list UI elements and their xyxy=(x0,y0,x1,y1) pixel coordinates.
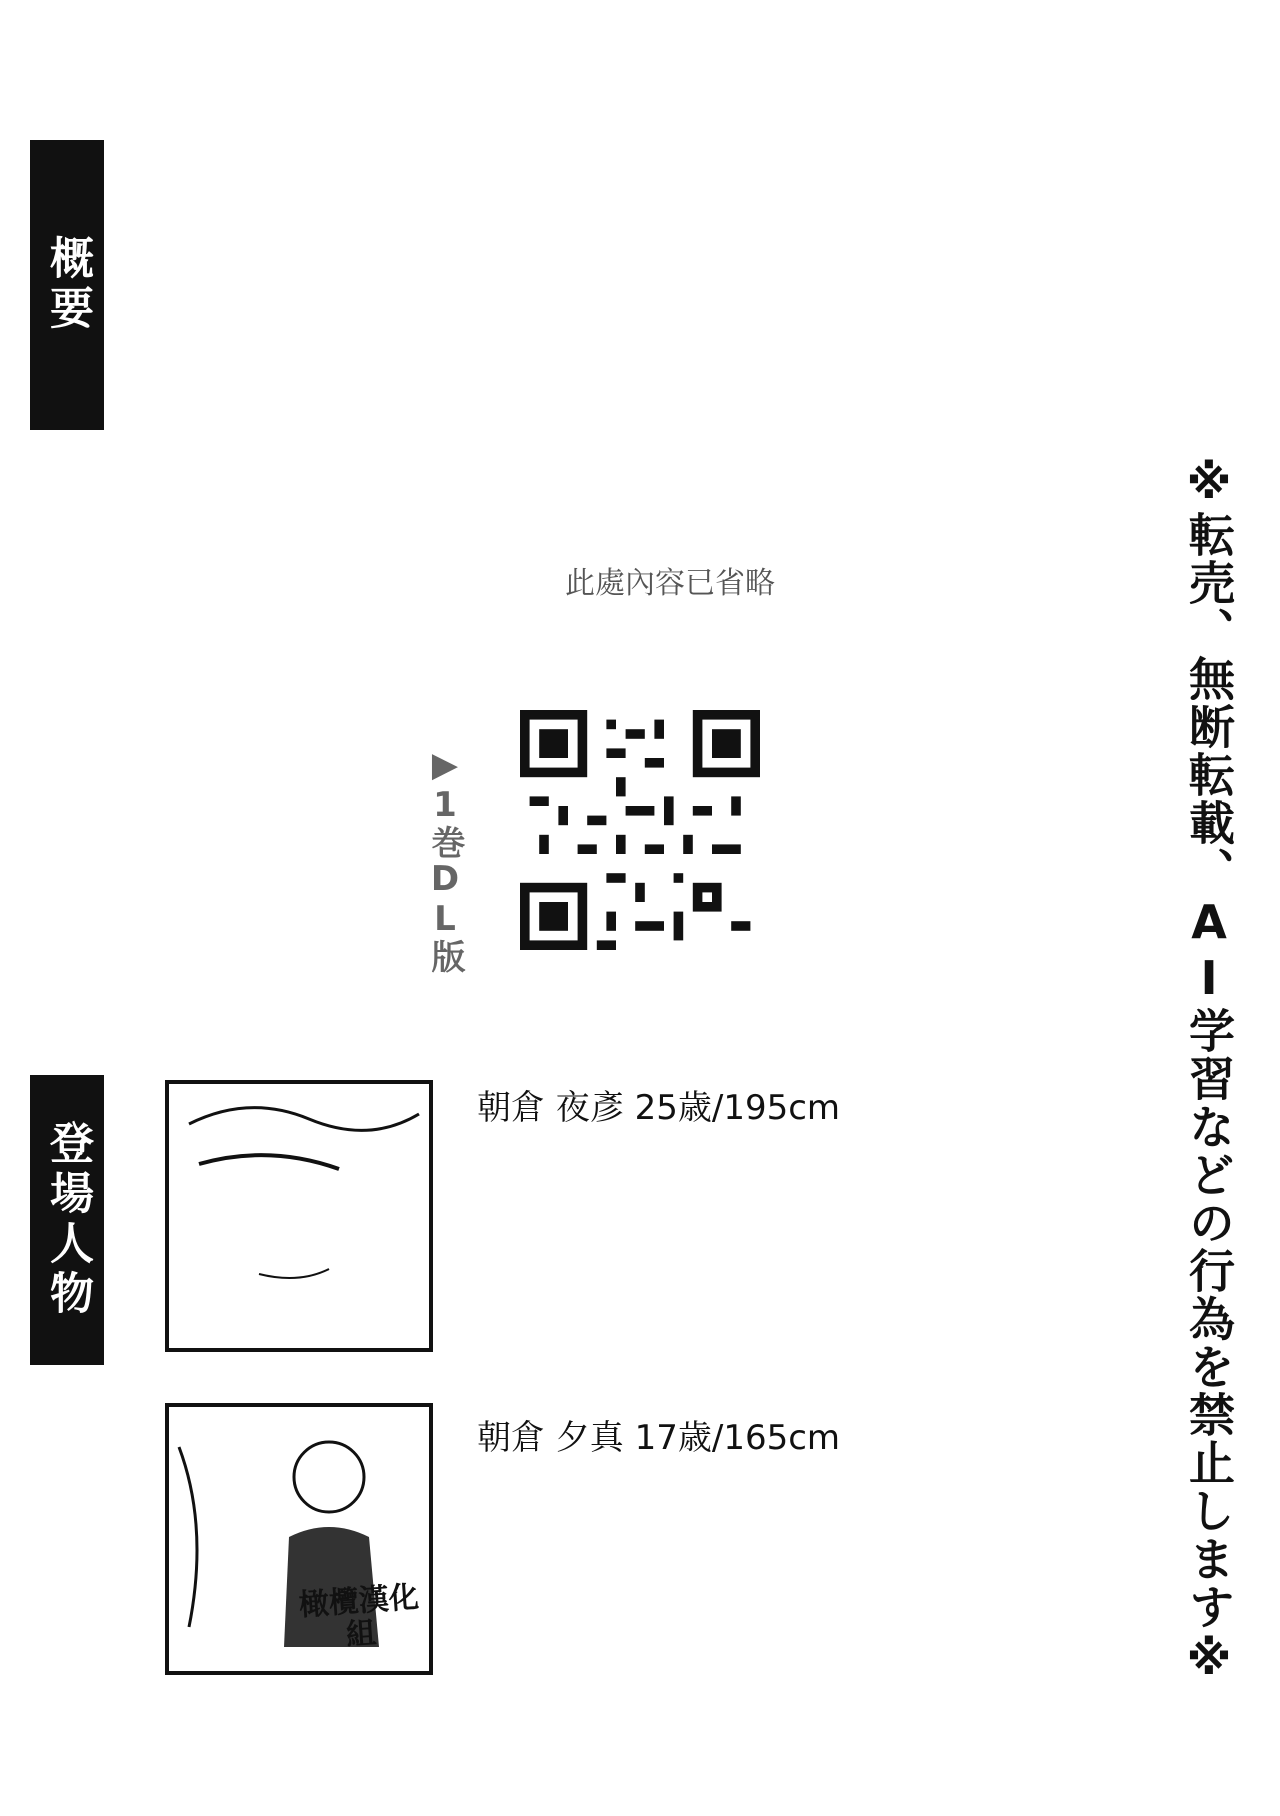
character-portrait-yahiko xyxy=(165,1080,433,1352)
characters-tab: 登場人物 xyxy=(30,1075,104,1365)
download-label: ▶1巻DL版 xyxy=(425,745,465,973)
character-name: 朝倉 夕真 17歳/165cm xyxy=(477,1418,841,1458)
no-resale-notice: ※転売、無断転載、AI学習などの行為を禁止します※ xyxy=(1182,455,1236,1687)
character-name: 朝倉 夜彥 25歳/195cm xyxy=(477,1088,841,1128)
qr-code[interactable] xyxy=(520,710,760,950)
omitted-notice: 此處內容已省略 xyxy=(565,566,775,601)
group-watermark: 橄欖漢化組 xyxy=(297,1579,420,1653)
synopsis-tab: 概要 xyxy=(30,140,104,430)
